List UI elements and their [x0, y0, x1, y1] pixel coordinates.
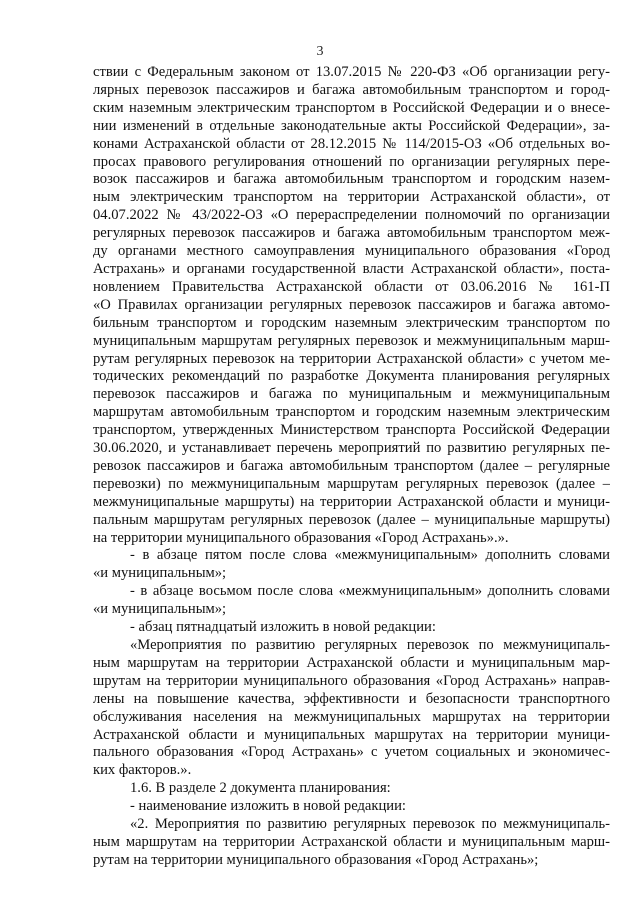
page-number: 3	[316, 44, 324, 59]
text-line: обслуживания населения на межмуниципальных маршрутах на территории	[93, 708, 610, 725]
text-line: ревозок пассажиров и багажа автомобильным транспортом (далее – регулярные	[93, 457, 610, 474]
text-line: бильным транспортом и городским наземным электрическим транспортом по	[93, 314, 610, 331]
text-line: - в абзаце восьмом после слова «межмуниципальным» дополнить словами	[130, 583, 610, 600]
text-line: «2. Мероприятия по развитию регулярных перевозок по межмуниципаль-	[130, 816, 610, 833]
text-line: пальным маршрутам регулярных перевозок (далее – муниципальные маршруты)	[93, 511, 610, 528]
text-line: маршрутам автомобильным транспортом и городским наземным электрическим	[93, 404, 610, 421]
text-line: транспортом, утвержденных Министерством транспорта Российской Федерации	[93, 422, 610, 439]
body-text	[93, 64, 610, 870]
text-line: межмуниципальные маршруты) на территории Астраханской области и муници-	[93, 493, 610, 510]
text-line: 1.6. В разделе 2 документа планирования:	[130, 780, 391, 797]
text-line: 30.06.2020, и устанавливает перечень мероприятий по развитию регулярных пе-	[93, 440, 610, 457]
text-line: - наименование изложить в новой редакции:	[130, 798, 406, 815]
text-line: ствии с Федеральным законом от 13.07.2015 № 220-ФЗ «Об организации регу-	[93, 64, 610, 80]
text-line: 04.07.2022 № 43/2022-ОЗ «О перераспределении полномочий по организации	[93, 207, 610, 224]
text-line: лены на повышение качества, эффективности и безопасности транспортного	[93, 690, 610, 707]
text-line: Астрахань» и органами государственной власти Астраханской области», поста-	[93, 260, 610, 277]
text-line: нии изменений в отдельные законодательные акты Российской Федерации», за-	[93, 117, 610, 134]
text-line: - в абзаце пятом после слова «межмуниципальным» дополнить словами	[130, 547, 610, 564]
text-line: муниципальным маршрутам регулярных перевозок и межмуниципальным марш-	[93, 332, 610, 349]
text-line: ным маршрутам на территории Астраханской области и муниципальным марш-	[93, 833, 610, 850]
text-line: просах правового регулирования отношений по организации регулярных пере-	[93, 153, 610, 170]
text-line: на территории муниципального образования «Город Астрахань».».	[93, 529, 509, 546]
text-line: «и муниципальным»;	[93, 565, 227, 582]
text-line: рутам регулярных перевозок на территории Астраханской области» с учетом ме-	[93, 350, 610, 367]
text-line: тодических рекомендаций по разработке Документа планирования регулярных	[93, 368, 610, 385]
text-line: - абзац пятнадцатый изложить в новой редакции:	[130, 619, 436, 636]
text-line: перевозок пассажиров и багажа по муниципальным и межмуниципальным	[93, 386, 610, 403]
text-line: ским наземным электрическим транспортом в Российской Федерации и о внесе-	[93, 99, 610, 116]
text-line: ду органами местного самоуправления муниципального образования «Город	[93, 243, 610, 260]
text-line: «и муниципальным»;	[93, 601, 227, 618]
text-line: новлением Правительства Астраханской области от 03.06.2016 № 161-П	[93, 278, 610, 295]
text-line: ких факторов.».	[93, 762, 192, 779]
text-line: возок пассажиров и багажа автомобильным транспортом и городским назем-	[93, 171, 610, 188]
text-line: перевозки) по межмуниципальным маршрутам регулярных перевозок (далее –	[93, 475, 610, 492]
text-line: «Мероприятия по развитию регулярных перевозок по межмуниципаль-	[130, 637, 610, 653]
text-line: шрутам на территории муниципального образования «Город Астрахань» направ-	[93, 672, 610, 689]
text-line: Астраханской области и муниципальных маршрутах на территории муници-	[93, 726, 610, 743]
text-line: регулярных перевозок пассажиров и багажа автомобильным транспортом меж-	[93, 225, 610, 242]
text-line: рутам на территории муниципального образования «Город Астрахань»;	[93, 851, 539, 868]
text-line: ным электрическим транспортом на территории Астраханской области», от	[93, 189, 610, 206]
text-line: лярных перевозок пассажиров и багажа автомобильным транспортом и город-	[93, 81, 610, 98]
text-line: ным маршрутам на территории Астраханской области и муниципальным мар-	[93, 654, 610, 671]
text-line: пального образования «Город Астрахань» с учетом социальных и экономичес-	[93, 744, 610, 761]
text-line: «О Правилах организации регулярных перевозок пассажиров и багажа автомо-	[93, 296, 610, 313]
text-line: конами Астраханской области от 28.12.2015 № 114/2015-ОЗ «Об отдельных во-	[93, 135, 610, 152]
